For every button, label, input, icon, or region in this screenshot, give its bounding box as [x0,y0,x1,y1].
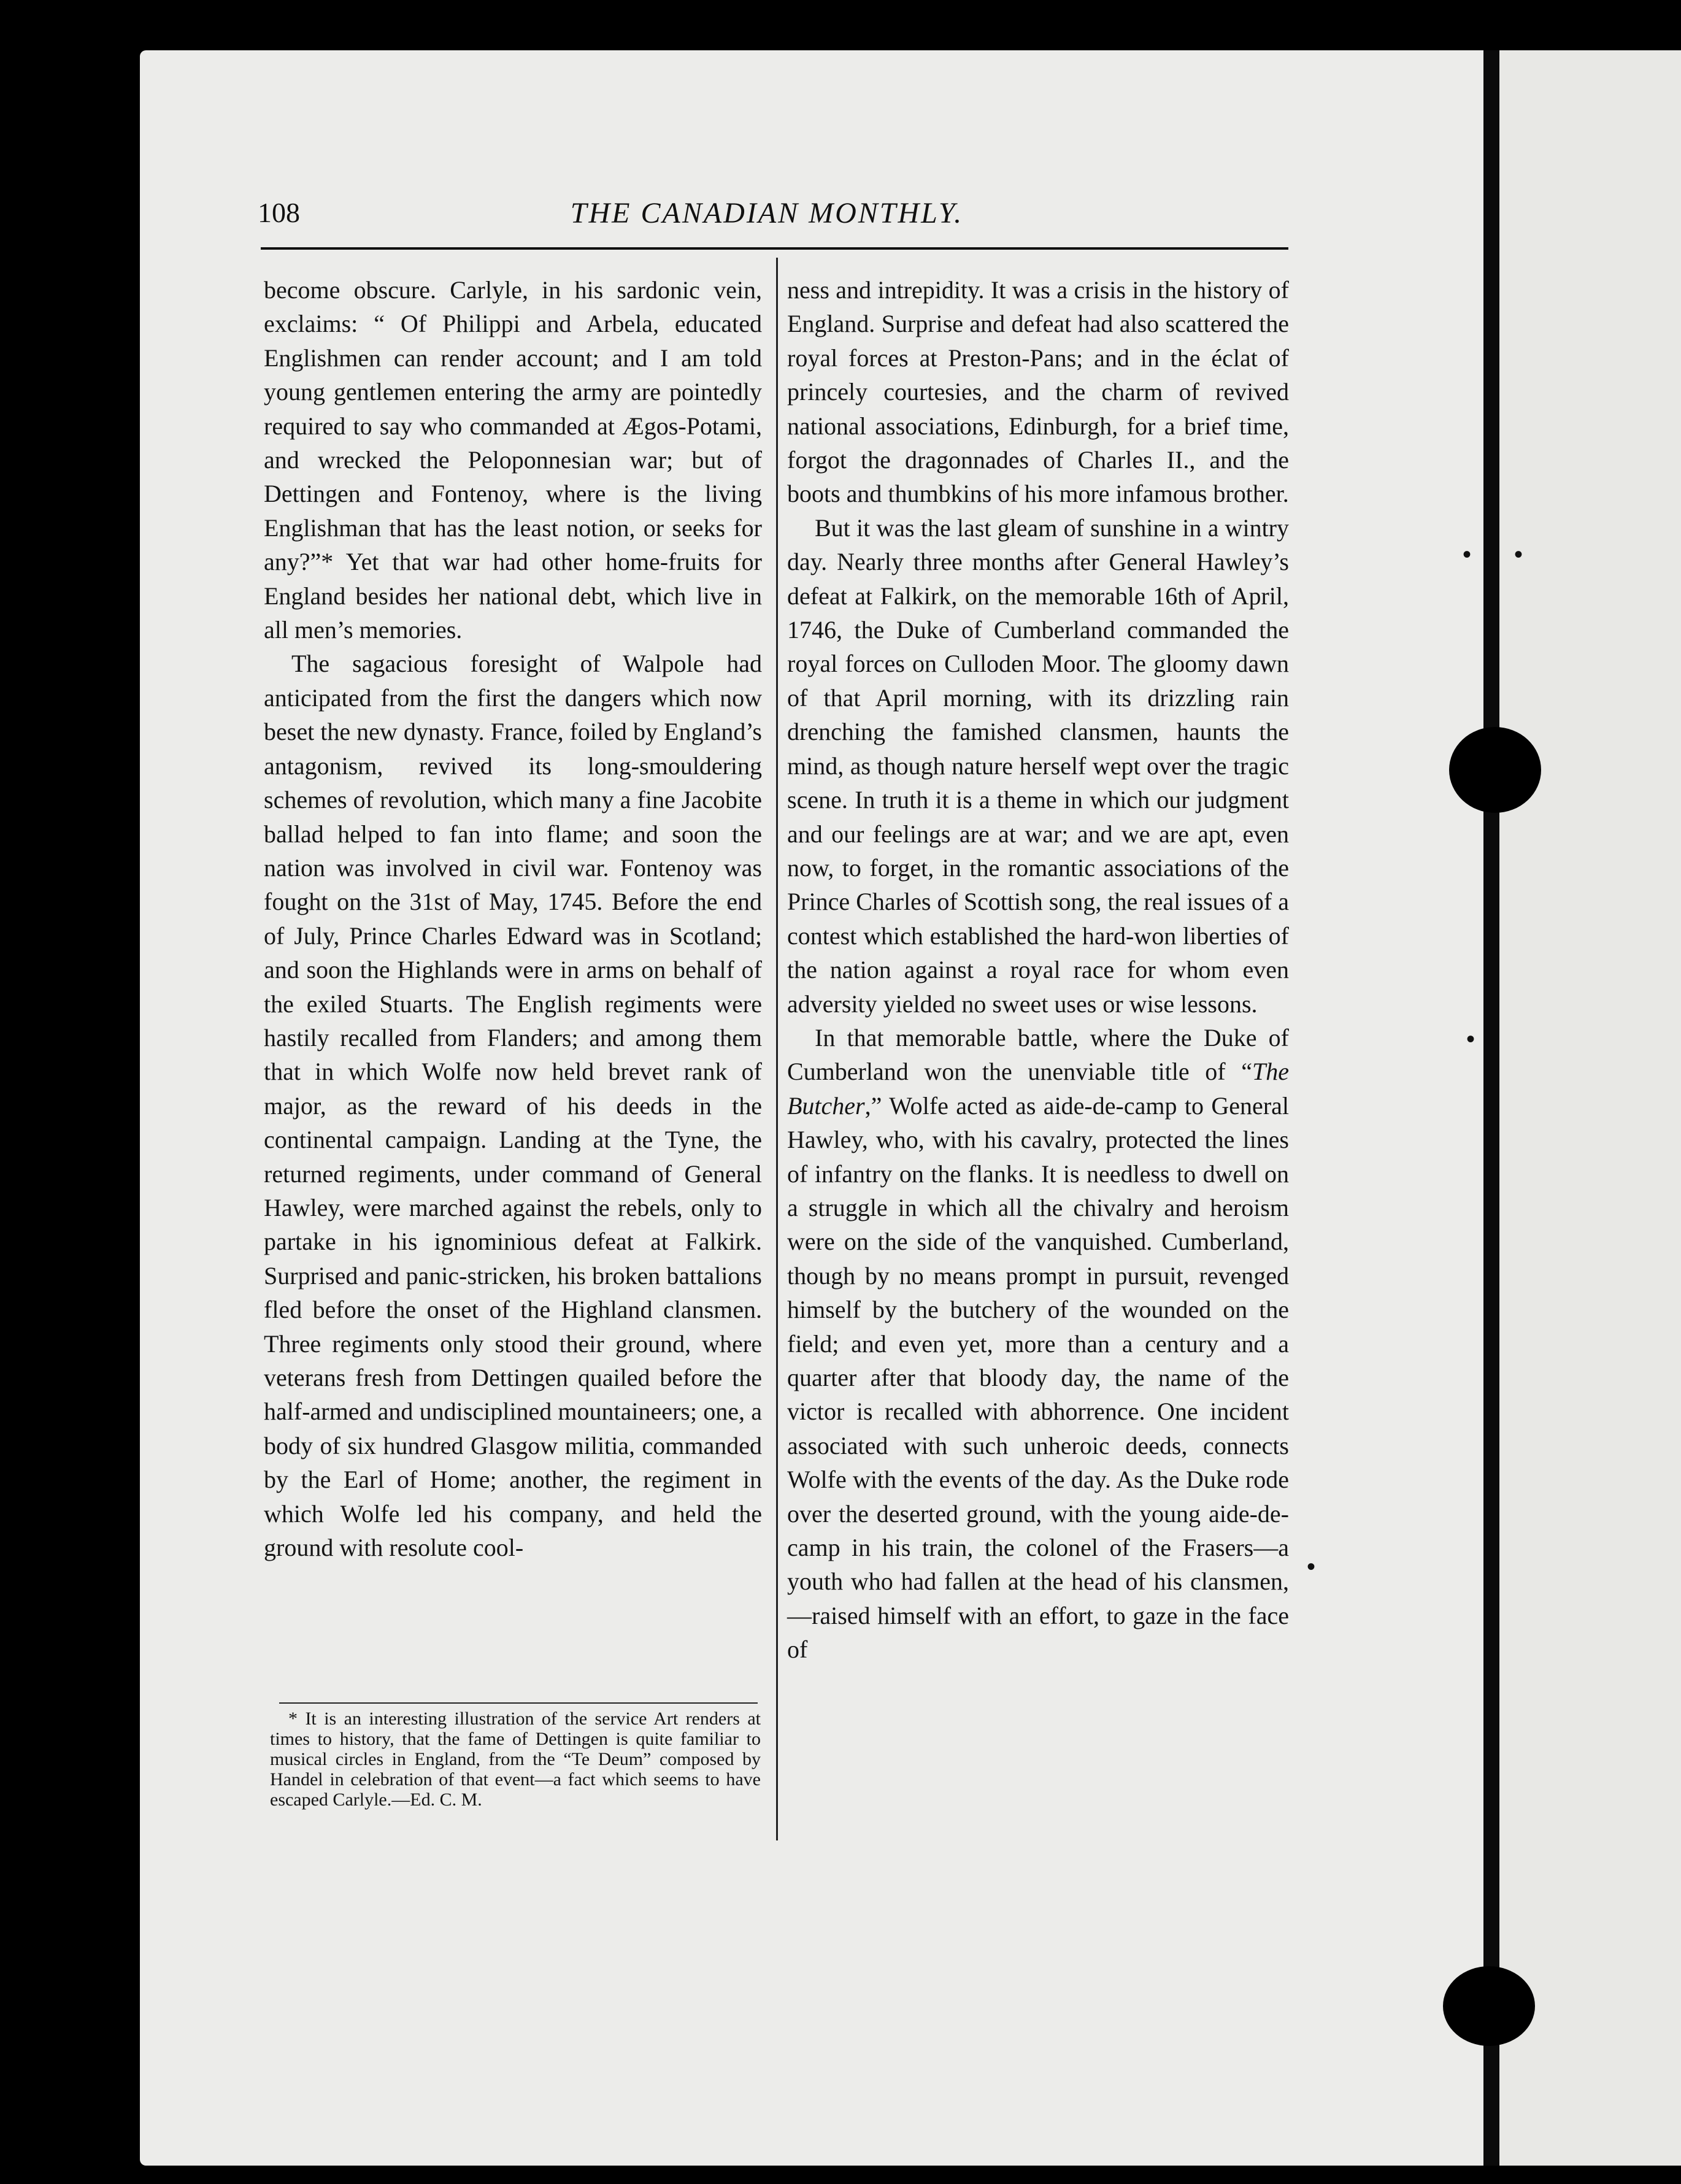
header-rule [261,247,1288,250]
bleed-mark: • [1514,540,1523,568]
paragraph: The sagacious foresight of Walpole had anticipated from the first the dangers which now beset the new dynasty. France, foiled by England’s antagonism, revived its long-smouldering schemes of revolution, which many a fine Jacobite ballad helped to fan into flame; and soon the nation was involved in civil war. Fontenoy was fought on the 31st of May, 1745. Before the end of July, Prince Charles Edward was in Scotland; and soon the Highlands were in arms on behalf of the exiled Stuarts. The English regiments were hastily recalled from Flanders; and among them that in which Wolfe now held brevet rank of major, as the reward of his deeds in the continental campaign. Landing at the Tyne, the returned regiments, under command of General Hawley, were marched against the rebels, only to partake in his ignominious defeat at Falkirk. Surprised and panic-stricken, his broken battalions fled before the onset of the Highland clansmen. Three regiments only stood their ground, where veterans fresh from Dettingen quailed before the half-armed and undisciplined mountaineers; one, a body of six hundred Glasgow militia, commanded by the Earl of Home; another, the regiment in which Wolfe led his company, and held the ground with resolute cool- [264,650,762,1562]
paragraph [787,1021,1289,1667]
paragraph-text: In that memorable battle, where the Duke of Cumberland won the unenviable title of “ [787,1023,1289,1086]
paragraph: But it was the last gleam of sunshine in a wintry day. Nearly three months after General Hawley’s defeat at Falkirk, on the memorable 16th of April, 1746, the Duke of Cumberland commanded the royal forces on Culloden Moor. The gloomy dawn of that April morning, with its drizzling rain drenching the famished clansmen, haunts the mind, as though nature herself wept over the tragic scene. In truth it is a theme in which our judgment and our feelings are at war; and we are apt, even now, to forget, in the romantic associations of the Prince Charles of Scottish song, the real issues of a contest which established the hard-won liberties of the nation against a royal race for whom even adversity yielded no sweet uses or wise lessons. [787,513,1289,1018]
paragraph: ness and intrepidity. It was a crisis in the history of England. Surprise and defeat had also scattered the royal forces at Preston-Pans; and in the éclat of princely courtesies, and the charm of revived national associations, Edinburgh, for a brief time, forgot the dragonnades of Charles II., and the boots and thumbkins of his more infamous brother. [787,276,1289,508]
footnote: * It is an interesting illustration of the service Art renders at times to history, that the fame of Dettingen is quite familiar to musical circles in England, from the “Te Deum” composed by Handel in celebration of that event—a fact which seems to have escaped Carlyle.—Ed. C. M. [270,1709,761,1810]
binding-hole [1443,1966,1535,2046]
footnote-rule [279,1702,758,1704]
adjacent-page-edge [1491,50,1681,2166]
page-number: 108 [258,197,300,228]
right-column [787,273,1289,1667]
column-divider [776,258,778,1840]
binding-hole [1449,727,1541,813]
running-head [258,196,1276,233]
paragraph-text: ,” Wolfe acted as aide-de-camp to General Hawley, who, with his cavalry, protected the lines of infantry on the flanks. It is needless to dwell on a struggle in which all the chivalry and heroism were on the side of the vanquished. Cumberland, though by no means prompt in pursuit, revenged himself by the butchery of the wounded on the field; and even yet, more than a century and a quarter after that bloody day, the name of the victor is recalled with abhorrence. One incident associated with such unheroic deeds, connects Wolfe with the events of the day. As the Duke rode over the deserted ground, with the young aide-de-camp in his train, the colonel of the Frasers—a youth who had fallen at the head of his clansmen,—raised himself with an effort, to gaze in the face of [787,1091,1289,1664]
bleed-mark: • [1307,1553,1316,1580]
journal-title: THE CANADIAN MONTHLY. [570,197,964,229]
bleed-mark: • [1463,540,1472,568]
paragraph: become obscure. Carlyle, in his sardonic vein, exclaims: “ Of Philippi and Arbela, educated Englishmen can render account; and I am told young gentlemen entering the army are pointedly required to say who commanded at Ægos-Potami, and wrecked the Peloponnesian war; but of Dettingen and Fontenoy, where is the living Englishman that has the least notion, or seeks for any?”* Yet that war had other home-fruits for England besides her national debt, which live in all men’s memories. [264,276,762,644]
bleed-mark: • [1466,1025,1475,1053]
italic-title: The Butcher [787,1058,1289,1120]
page-gutter [1483,50,1499,2166]
left-column [264,273,762,1564]
